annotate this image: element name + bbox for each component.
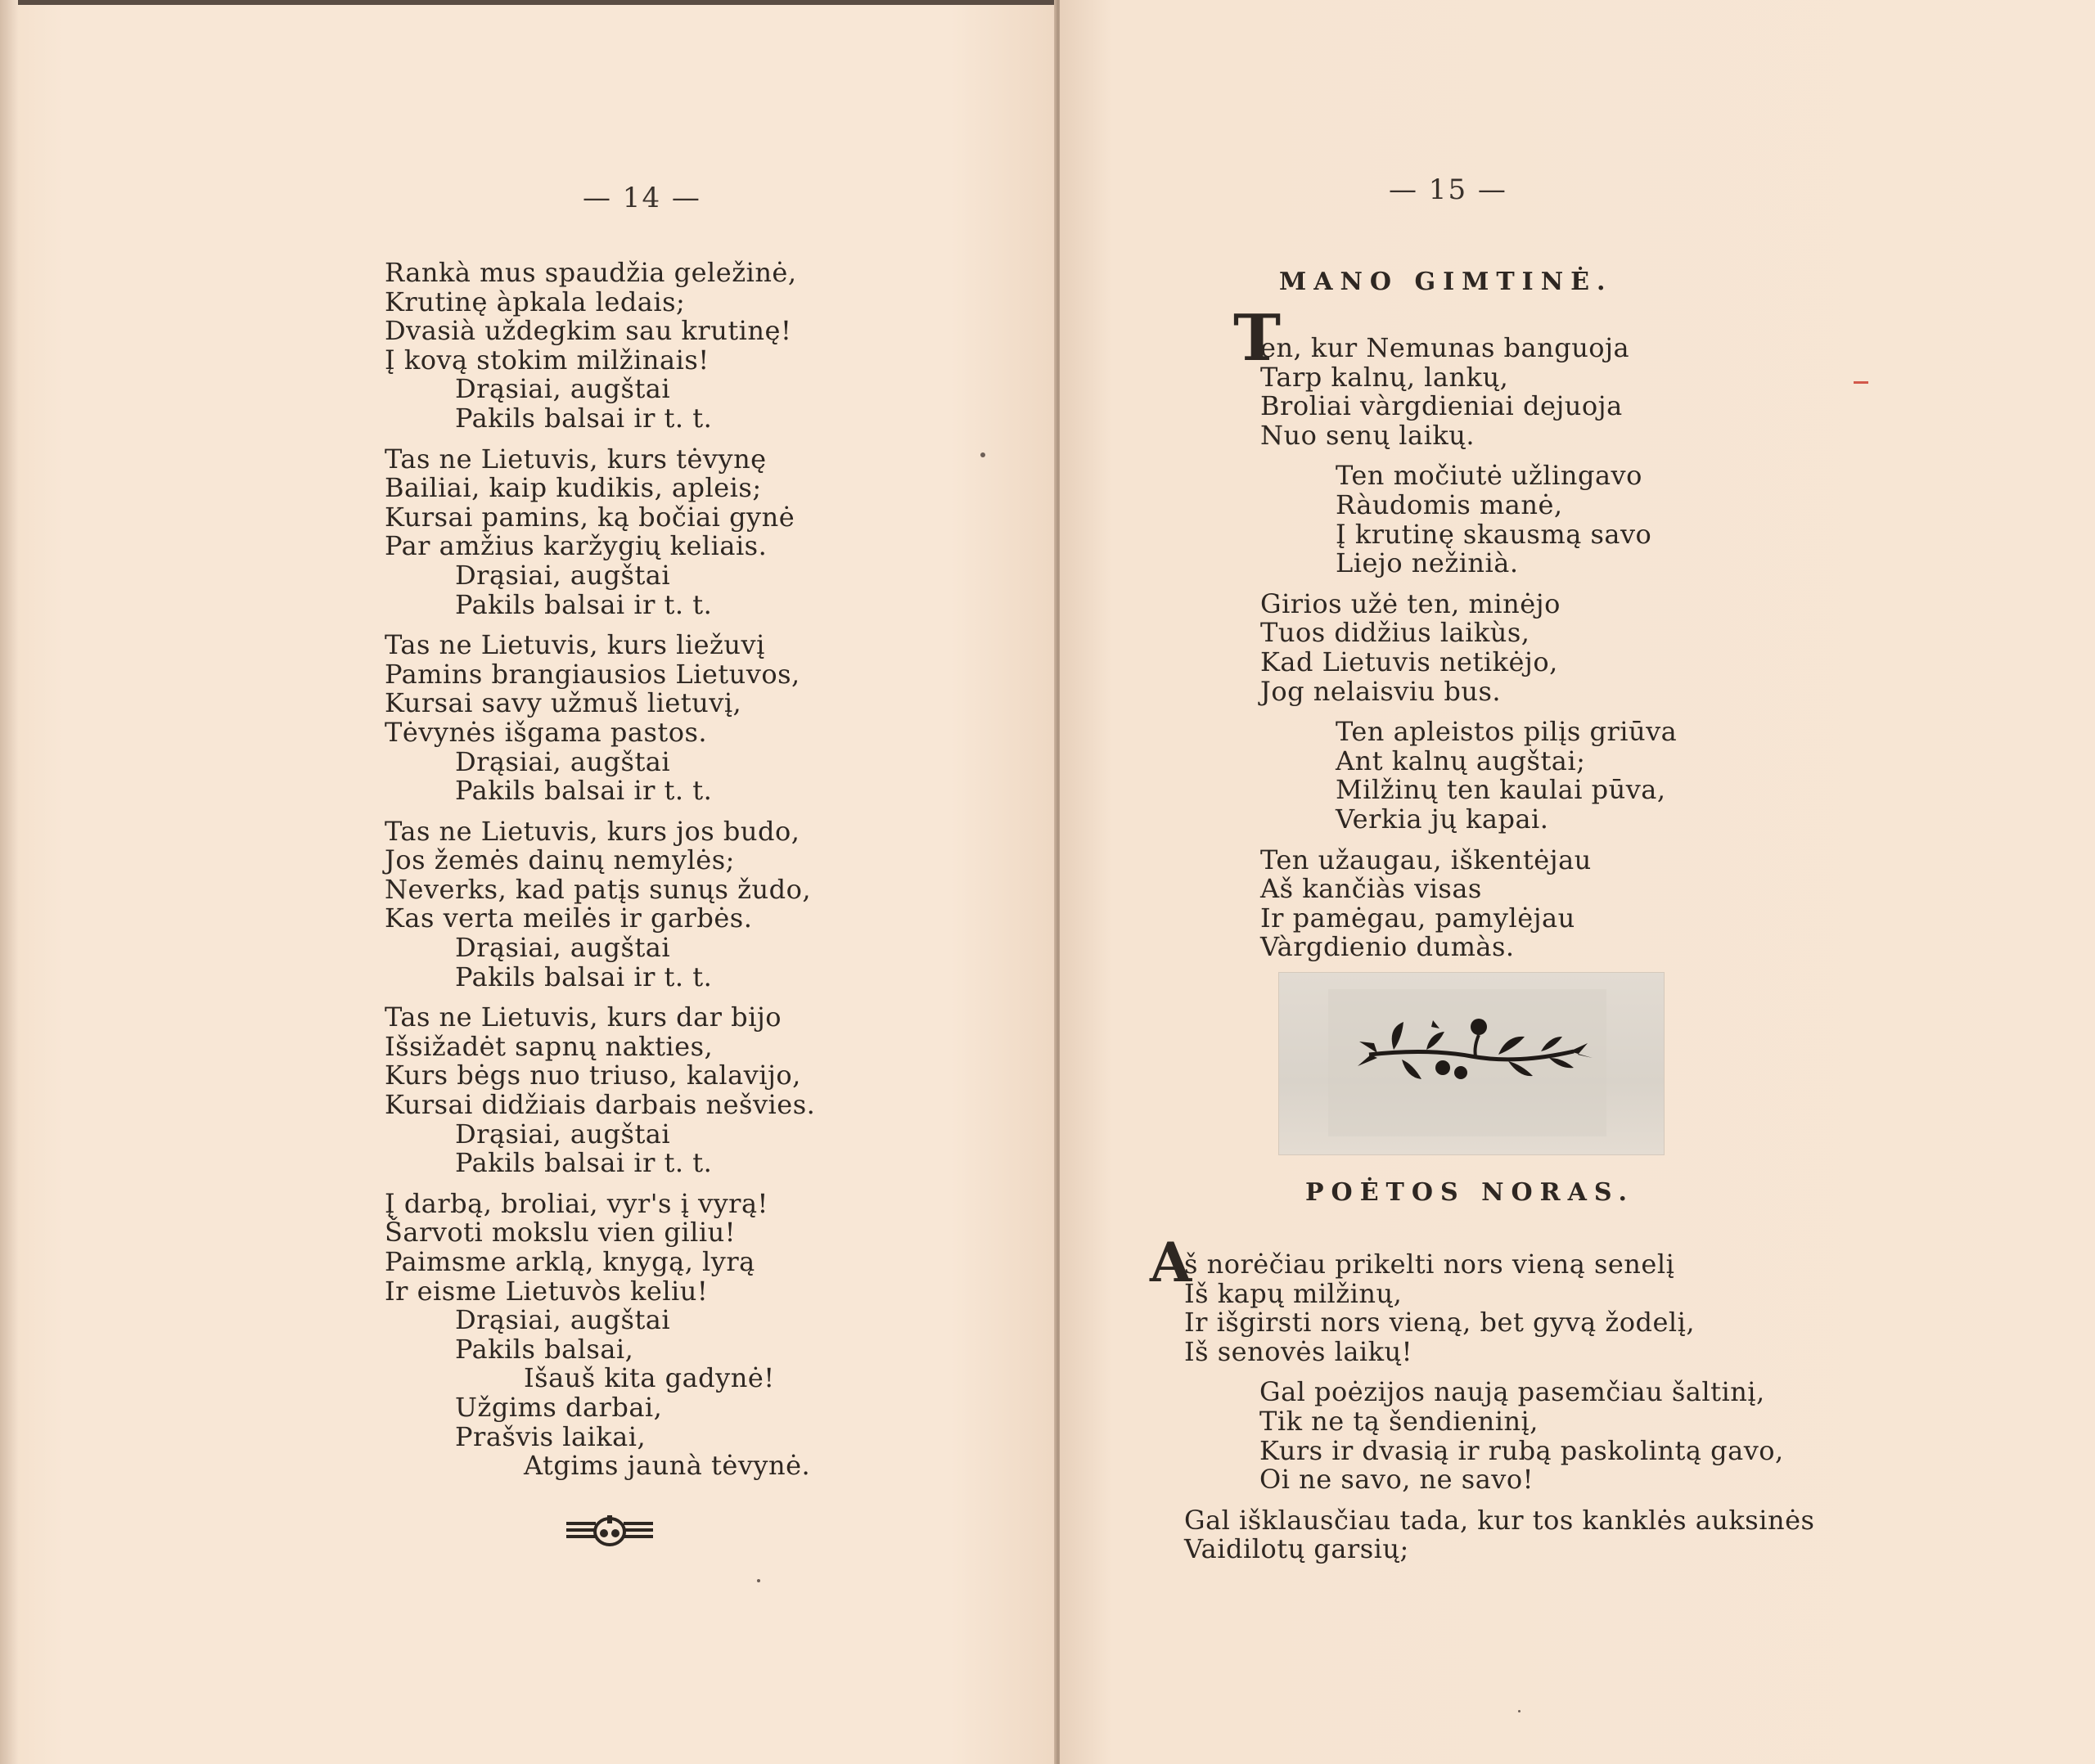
- verse-line: Tas ne Lietuvis, kurs dar bijo: [385, 1001, 782, 1033]
- verse-line: Verkia jų kapai.: [1336, 803, 1549, 835]
- verse-line: Bailiai, kaip kudikis, apleis;: [385, 472, 762, 504]
- verse-line: Tas ne Lietuvis, kurs tėvynę: [385, 443, 767, 475]
- verse-line: Pakils balsai ir t. t.: [455, 402, 713, 434]
- verse-line: Iš kapų milžinų,: [1184, 1277, 1403, 1309]
- verse-line: Tėvynės išgama pastos.: [385, 716, 708, 748]
- verse-line: Kursai didžiais darbais nešvies.: [385, 1089, 816, 1121]
- verse-line: Krutinę àpkala ledais;: [385, 286, 686, 317]
- verse-line: Pakils balsai ir t. t.: [455, 961, 713, 992]
- verse-line: Ten apleistos pilįs griūva: [1336, 716, 1678, 748]
- verse-line: Pakils balsai ir t. t.: [455, 775, 713, 807]
- show-through: [352, 425, 360, 455]
- verse-line: Užgims darbai,: [455, 1391, 663, 1423]
- verse-line: Jos žemės dainų nemylės;: [385, 844, 735, 876]
- verse-line: Į krutinę skausmą savo: [1336, 518, 1652, 550]
- page-number: — 15 —: [1389, 173, 1507, 206]
- right-page: [1060, 0, 2095, 1764]
- poem-title: POĖTOS NORAS.: [1305, 1178, 1634, 1207]
- verse-line: Į kovą stokim milžinais!: [385, 344, 710, 376]
- page-number: — 14 —: [583, 182, 701, 214]
- verse-line: Nuo senų laikų.: [1260, 419, 1476, 451]
- winged-tailpiece-icon: [565, 1514, 655, 1546]
- verse-line: Išauš kita gadynė!: [524, 1362, 775, 1394]
- verse-line: Tuos didžius laikùs,: [1260, 617, 1530, 649]
- page-top-edge: [0, 0, 1056, 5]
- verse-line: š norėčiau prikelti nors vieną senelį: [1184, 1249, 1675, 1280]
- verse-line: Ir pamėgau, pamylėjau: [1260, 902, 1575, 934]
- verse-line: Ant kalnų augštai;: [1336, 745, 1586, 776]
- verse-line: Liejo nežinià.: [1336, 547, 1519, 579]
- verse-line: Išsižadėt sapnų nakties,: [385, 1030, 714, 1062]
- ink-speck: [1518, 1710, 1521, 1712]
- verse-line: Ràudomis manė,: [1336, 488, 1563, 520]
- verse-line: Broliai vàrgdieniai dejuoja: [1260, 390, 1623, 422]
- poem-text: [1184, 1250, 1814, 1564]
- verse-line: Vaidilotų garsių;: [1184, 1533, 1409, 1565]
- verse-line: Dvasià uždegkim sau krutinę!: [385, 315, 792, 347]
- verse-line: Aš kančiàs visas: [1260, 873, 1482, 905]
- verse-line: Gal poėzijos naują pasemčiau šaltinį,: [1259, 1376, 1765, 1408]
- verse-line: Kad Lietuvis netikėjo,: [1260, 646, 1558, 677]
- verse-line: Drąsiai, augštai: [455, 745, 671, 777]
- ink-speck: [757, 1579, 760, 1582]
- floral-sprig-icon: [1279, 973, 1664, 1154]
- verse-line: Neverks, kad patįs sunųs žudo,: [385, 873, 812, 905]
- verse-line: Tik ne tą šendieninį,: [1259, 1405, 1539, 1437]
- page-outer-edge: [0, 0, 18, 1764]
- verse-line: Drąsiai, augštai: [455, 932, 671, 964]
- verse-line: Drąsiai, augštai: [455, 1118, 671, 1150]
- verse-line: Pakils balsai ir t. t.: [455, 588, 713, 620]
- verse-line: Vàrgdienio dumàs.: [1260, 931, 1515, 963]
- verse-line: Kursai savy užmuš lietuvį,: [385, 687, 742, 719]
- verse-line: Kurs bėgs nuo triuso, kalavijo,: [385, 1060, 801, 1091]
- verse-line: Ten užaugau, iškentėjau: [1260, 844, 1592, 875]
- verse-line: Kursai pamins, ką bočiai gynė: [385, 501, 795, 533]
- verse-line: Tarp kalnų, lankų,: [1260, 361, 1509, 393]
- verse-line: Drąsiai, augštai: [455, 559, 671, 591]
- verse-line: Ten močiutė užlingavo: [1336, 460, 1642, 492]
- verse-line: Kas verta meilės ir garbės.: [385, 902, 753, 934]
- verse-line: Ir išgirsti nors vieną, bet gyvą žodelį,: [1184, 1307, 1696, 1339]
- verse-line: Gal išklausčiau tada, kur tos kanklės auksinės: [1184, 1504, 1815, 1536]
- verse-line: Tas ne Lietuvis, kurs liežuvį: [385, 629, 765, 661]
- drop-cap: A: [1150, 1231, 1192, 1294]
- poem-text: [1260, 334, 1677, 962]
- floral-vignette: [1278, 972, 1665, 1155]
- verse-line: Iš senovės laikų!: [1184, 1335, 1412, 1367]
- verse-line: Prašvis laikai,: [455, 1420, 647, 1452]
- verse-line: Pakils balsai ir t. t.: [455, 1147, 713, 1179]
- verse-line: Pakils balsai,: [455, 1333, 634, 1365]
- verse-line: Jog nelaisviu bus.: [1260, 675, 1502, 707]
- drop-cap: T: [1233, 301, 1282, 376]
- verse-line: Šarvoti mokslu vien giliu!: [385, 1217, 737, 1249]
- verse-line: Milžinų ten kaulai pūva,: [1336, 774, 1666, 806]
- verse-line: Oi ne savo, ne savo!: [1259, 1464, 1534, 1496]
- verse-line: Atgims jaunà tėvynė.: [524, 1450, 811, 1482]
- verse-line: Į darbą, broliai, vyr's į vyrą!: [385, 1187, 768, 1219]
- verse-line: Par amžius karžygių keliais.: [385, 530, 768, 562]
- poem-text: [385, 259, 815, 1481]
- poem-title: MANO GIMTINĖ.: [1279, 268, 1613, 296]
- verse-line: Paimsme arklą, knygą, lyrą: [385, 1246, 755, 1277]
- verse-line: Ir eisme Lietuvòs keliu!: [385, 1275, 709, 1307]
- verse-line: Kurs ir dvasią ir rubą paskolintą gavo,: [1259, 1434, 1784, 1466]
- red-mark: [1854, 381, 1868, 384]
- verse-line: en, kur Nemunas banguoja: [1260, 332, 1630, 363]
- ink-speck: [980, 452, 985, 457]
- verse-line: Tas ne Lietuvis, kurs jos budo,: [385, 815, 800, 847]
- verse-line: Pamins brangiausios Lietuvos,: [385, 658, 800, 690]
- verse-line: Drąsiai, augštai: [455, 1304, 671, 1336]
- verse-line: Girios užė ten, minėjo: [1260, 587, 1561, 619]
- verse-line: Rankà mus spaudžia geležinė,: [385, 257, 797, 288]
- verse-line: Drąsiai, augštai: [455, 373, 671, 405]
